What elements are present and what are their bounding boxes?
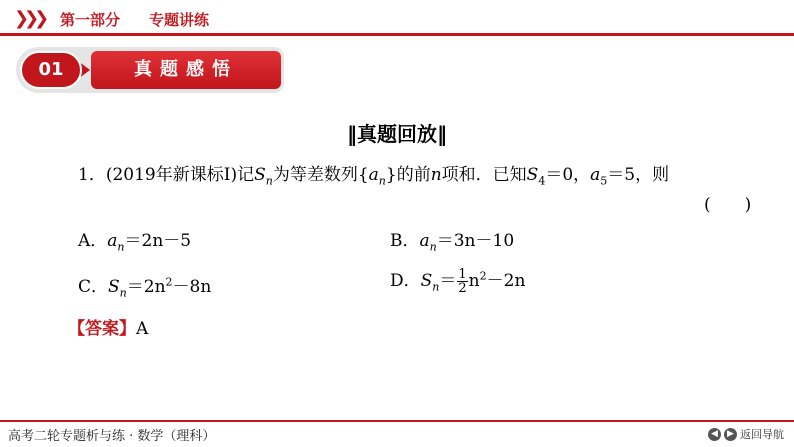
question-source: (2019年新课标Ⅰ): [105, 165, 238, 185]
fraction-one-half: $\frac{1}{2}$: [458, 267, 467, 296]
math-var: $a_n$: [419, 231, 437, 254]
question-number: 1．: [78, 165, 106, 185]
question-text: ＝0，: [545, 165, 591, 185]
question-text: 的前: [396, 165, 431, 185]
footer-divider: [0, 420, 794, 422]
math-var: S: [526, 165, 539, 185]
breadcrumb-section: 专题讲练: [149, 11, 210, 29]
math-var: n: [430, 165, 442, 185]
answer-line: [68, 314, 148, 339]
answer-tag: 【答案】: [68, 319, 136, 339]
math-var: $S_n$: [254, 165, 273, 188]
nav-label: 返回导航: [740, 428, 784, 441]
math-var: $S_n$: [108, 277, 127, 300]
banner-title-box: [91, 51, 281, 89]
top-header: [0, 0, 794, 36]
footer-book-title: 高考二轮专题析与练 · 数学（理科）: [8, 429, 216, 444]
option-label: D．: [390, 271, 421, 291]
back-navigation[interactable]: [708, 426, 784, 442]
math-var: $S_n$: [420, 271, 440, 294]
chevron-right-icon: ❯❯❯: [14, 8, 45, 29]
option-text: n: [468, 271, 480, 291]
option-label: B．: [390, 231, 420, 251]
banner-title: 真题感悟: [134, 59, 238, 80]
breadcrumb-part: 第一部分: [60, 11, 121, 29]
section-heading: ‖真题回放‖: [347, 122, 447, 146]
option-b[interactable]: [390, 226, 514, 253]
option-a[interactable]: [78, 226, 191, 253]
option-text: ＝2n－5: [124, 231, 192, 251]
option-label: C．: [78, 277, 109, 297]
arrow-right-icon: ▶: [724, 428, 737, 441]
question-text: 项和．已知: [441, 165, 527, 185]
header-divider: [0, 33, 794, 36]
option-text: ＝3n－10: [436, 231, 515, 251]
option-text: ＝2n: [126, 277, 166, 297]
option-d[interactable]: D．$S_n=$ $\frac{1}{2}$ $n^2-2n$: [390, 267, 526, 296]
option-c[interactable]: C．$S_n=2n^2-8n$: [78, 275, 212, 300]
arrow-left-icon: ◀: [708, 428, 721, 441]
question-text: 为等差数列: [272, 165, 358, 185]
option-text: －8n: [172, 277, 212, 297]
math-var: $a_n$: [368, 165, 386, 188]
math-var: $a_n$: [107, 231, 125, 254]
option-label: A．: [78, 231, 108, 251]
section-banner: [16, 47, 284, 93]
answer-value: A: [136, 319, 149, 339]
question-line: 1．(2019年新课标Ⅰ)记$S_n$为等差数列$\{a_n\}$的前n项和．已知$S_4=0$，$a_5=5$，则: [78, 165, 670, 188]
section-number-badge: 01: [20, 51, 82, 89]
answer-blank: ( ): [704, 195, 752, 215]
question-text: ＝5，则: [607, 165, 670, 185]
question-text: 记: [237, 165, 255, 185]
math-var: a: [590, 165, 601, 185]
option-text: －2n: [486, 271, 526, 291]
